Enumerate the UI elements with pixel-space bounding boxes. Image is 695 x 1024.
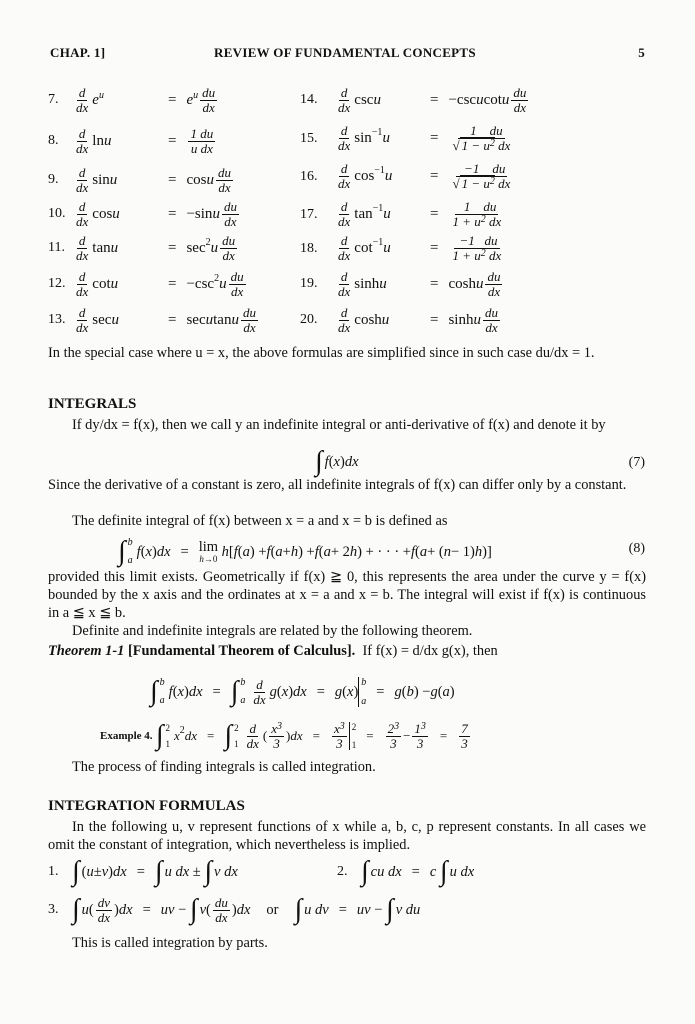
- example-label: Example 4.: [100, 730, 153, 743]
- theorem-name: [Fundamental Theorem of Calculus].: [127, 643, 356, 659]
- equation-8: ∫ b a f ( x ) dx = lim h→0 h [ f ( a ) + f ( a + h ) + f ( a + 2 h ) + · · · + f ( a + ( n − 1) h )]: [118, 536, 492, 567]
- integration-formulas-heading: INTEGRATION FORMULAS: [48, 798, 245, 814]
- integrals-constant-note: Since the derivative of a constant is zero, all indefinite integrals of f(x) can differ only by a constant.: [48, 477, 627, 493]
- or-label: or: [266, 901, 279, 918]
- integration-by-parts-note: This is called integration by parts.: [72, 935, 268, 951]
- page-header: [50, 45, 645, 67]
- formula-16: 16. d dx cos −1 u = $\frac{-1 du}{√ 1 - u^2 dx}$: [300, 161, 511, 192]
- equation-7-tag: (7): [628, 455, 645, 470]
- example-4: Example 4. ∫ 2 1 x 2 dx = ∫ 2 1 d dx ( $x^3$ 3 ) dx = $\frac{x^3}{3}$ 2 1 = $\frac{2^3}{3}$ − $\frac{1^3}{3}$ = $\frac{7}{3}$: [100, 720, 468, 752]
- definite-integral-intro: The definite integral of f(x) between x = a and x = b is defined as: [72, 513, 448, 529]
- geometric-meaning: provided this limit exists. Geometrically if f(x) ≧ 0, this represents the area under the curve y = f(x) bounded by the x axis and the ordinates at x = a and x = b. The integral will exist if f(x) is continuous in a ≦ x ≦ b.: [48, 569, 646, 621]
- integration-formula-3: 3. ∫ u ( dv dx ) dx = uv − ∫ v ( du dx ) dx or ∫ u dv = uv − ∫ v du: [48, 894, 421, 926]
- integration-formula-2: 2. ∫ cu dx = c ∫ u dx: [337, 856, 475, 887]
- integrals-heading: INTEGRALS: [48, 396, 137, 412]
- formula-19: 19. d dx sinh u = cosh u du dx: [300, 269, 501, 299]
- chapter-label: CHAP. 1]: [50, 45, 106, 60]
- integration-definition: The process of finding integrals is called integration.: [72, 759, 376, 775]
- formula-8: 8. d dx ln u = $\frac{1 du}{\text{u dx}}$: [48, 126, 214, 156]
- formula-14: 14. d dx csc u = −csc u cot u du dx: [300, 85, 527, 115]
- formula-20: 20. d dx cosh u = sinh u du dx: [300, 305, 498, 335]
- equation-7: ∫ f ( x ) dx: [315, 446, 359, 477]
- formula-17: 17. d dx tan −1 u = $\frac{1 du}{1 + u^2 dx}$: [300, 199, 502, 230]
- formula-12: 12. d dx cot u = −csc 2 u du dx: [48, 269, 244, 299]
- formula-9: 9. d dx sin u = cos u du dx: [48, 165, 231, 195]
- formula-7: 7. d dx $e^u$ = $e^u$ du dx: [48, 85, 216, 115]
- page-number: 5: [638, 45, 645, 60]
- formula-15: 15. d dx sin −1 u = $\frac{1 du}{√ 1 - u^2 dx}$: [300, 123, 511, 154]
- theorem-label: Theorem 1-1: [48, 643, 125, 659]
- special-case-note: In the special case where u = x, the above formulas are simplified since in such case du/dx = 1.: [48, 345, 595, 361]
- integration-formula-1: 1. ∫ ( u ± v ) dx = ∫ u dx ± ∫ v dx: [48, 856, 238, 887]
- integration-formulas-intro: In the following u, v represent functions of x while a, b, c, p represent constants. In all cases we omit the constant of integration, which nevertheless is implied.: [48, 819, 646, 853]
- relation-intro: Definite and indefinite integrals are related by the following theorem.: [72, 623, 473, 639]
- integrals-intro: If dy/dx = f(x), then we call y an indefinite integral or anti-derivative of f(x) and denote it by: [72, 417, 606, 433]
- theorem-condition: If f(x) = d/dx g(x), then: [362, 643, 498, 659]
- theorem-1-1: [48, 643, 498, 660]
- running-title: REVIEW OF FUNDAMENTAL CONCEPTS: [214, 45, 476, 60]
- fundamental-theorem-equation: ∫ b a f ( x ) dx = ∫ b a d dx g ( x ) dx = g ( x ) b a = g ( b ) − g ( a ): [150, 676, 455, 707]
- formula-18: 18. d dx cot −1 u = $\frac{-1 du}{1 + u^2 dx}$: [300, 233, 502, 264]
- formula-11: 11. d dx tan u = sec 2 u du dx: [48, 233, 236, 263]
- formula-10: 10. d dx cos u = −sin u du dx: [48, 199, 237, 229]
- equation-8-tag: (8): [628, 541, 645, 556]
- formula-13: 13. d dx sec u = sec u tan u du dx: [48, 305, 256, 335]
